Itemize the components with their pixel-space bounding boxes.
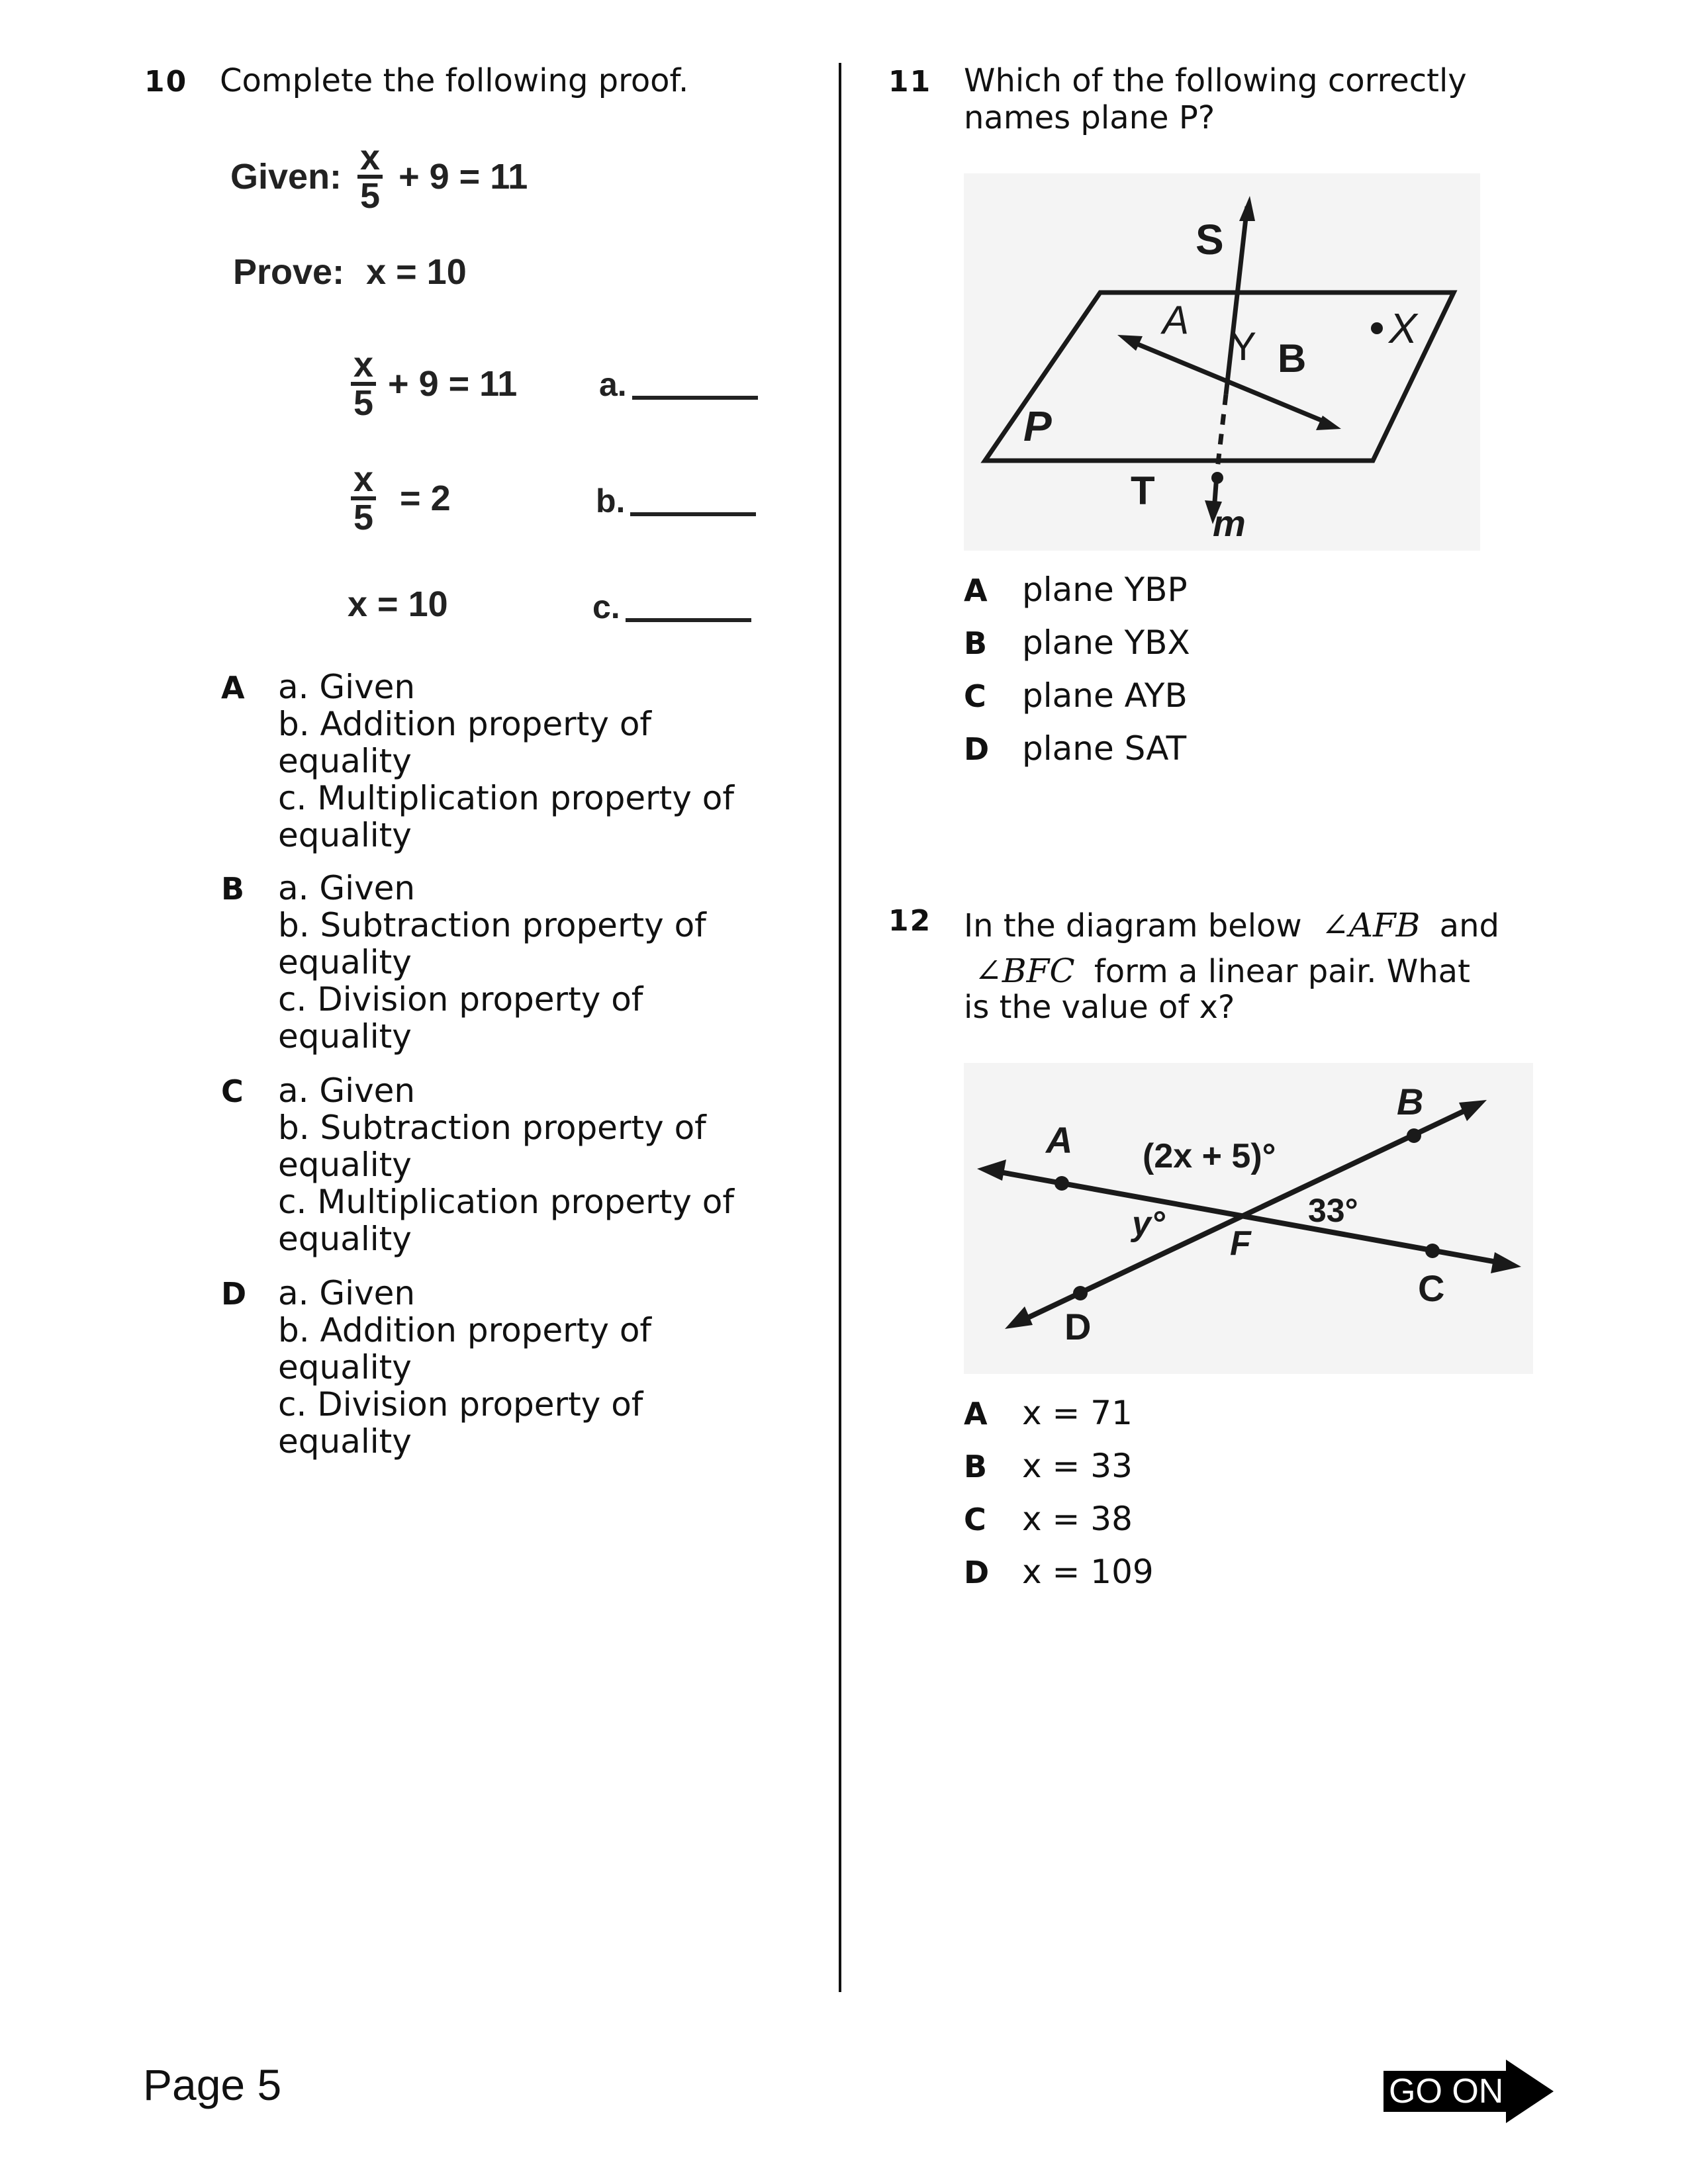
column-divider [839,63,841,1992]
option-line: a. Given [278,1274,416,1312]
go-on-arrow-icon [1506,2060,1554,2123]
option-line: equality [278,1017,412,1056]
option-line: b. Subtraction property of [278,906,706,944]
q10-option-c[interactable] [278,1072,734,1257]
q12-choice-c[interactable] [964,1500,1133,1538]
label-b: B [1397,1081,1424,1122]
q10-option-d-letter[interactable]: D [221,1276,247,1312]
proof-step-1 [351,345,518,423]
prove-statement: x = 10 [366,252,467,292]
choice-text: x = 109 [1022,1553,1154,1591]
reason-blank-a [599,365,758,404]
prompt-line: Which of the following correctly [964,62,1467,99]
fraction-denominator: 5 [360,176,381,216]
prompt-line [964,901,1533,950]
angle-y-label: y° [1132,1205,1165,1243]
proof-step-2 [351,459,451,537]
prompt-text: In the diagram below [964,907,1302,944]
choice-letter: B [964,1449,988,1484]
angle-expression-label: (2x + 5)° [1143,1137,1276,1175]
prompt-text: and [1439,907,1499,944]
given-fraction [357,138,383,216]
option-line: c. Division property of [278,980,643,1019]
question-11-number: 11 [888,65,932,99]
prompt-line: names plane P? [964,99,1215,136]
question-10-number: 10 [144,65,188,99]
choice-text: plane SAT [1022,729,1187,768]
blank-a-line [632,396,758,400]
choice-letter: D [964,1555,990,1590]
label-b: B [1278,336,1307,381]
fraction-numerator: x [357,140,383,179]
reason-blank-c [592,588,751,626]
option-line: b. Subtraction property of [278,1109,706,1147]
label-c: C [1418,1267,1445,1309]
label-d: D [1064,1306,1092,1347]
go-on-indicator [1383,2060,1554,2123]
q12-choice-b[interactable] [964,1447,1133,1485]
step1-fraction [351,345,376,423]
step1-rest: + 9 = 11 [388,364,518,404]
point-d [1073,1286,1088,1300]
option-line: equality [278,943,412,981]
point-b [1407,1128,1421,1143]
q11-choice-b[interactable] [964,623,1190,662]
question-12-prompt [964,901,1533,1026]
choice-text: plane YBX [1022,623,1190,662]
prompt-text: form a linear pair. What [1094,953,1470,990]
fraction-numerator: x [351,347,376,386]
reason-blank-b [596,482,756,520]
option-line: equality [278,1422,412,1461]
option-line: c. Multiplication property of [278,779,734,817]
choice-letter: D [964,731,990,767]
question-11-prompt [964,62,1467,136]
option-line: equality [278,1146,412,1184]
blank-b-line [630,512,756,516]
choice-text: x = 33 [1022,1447,1133,1485]
blank-b-label: b. [596,482,626,520]
plane-diagram [964,173,1480,551]
prove-label: Prove: [233,252,345,292]
angle-afb: ∠AFB [1321,906,1421,944]
choice-text: x = 38 [1022,1500,1133,1538]
label-y: Y [1230,324,1257,369]
blank-a-label: a. [599,366,627,403]
question-12-number: 12 [888,904,932,938]
option-line: a. Given [278,869,416,907]
go-on-label: GO ON [1383,2071,1509,2112]
choice-text: plane YBP [1022,570,1188,609]
option-line: equality [278,1348,412,1387]
q10-option-a-letter[interactable]: A [221,670,245,705]
angle-33-label: 33° [1308,1192,1358,1229]
label-a: A [1046,1119,1073,1161]
q11-choice-c[interactable] [964,676,1188,715]
option-line: b. Addition property of [278,1311,652,1349]
q12-choice-a[interactable] [964,1394,1133,1432]
option-line: c. Multiplication property of [278,1183,734,1221]
q10-option-d[interactable] [278,1275,651,1460]
q11-choice-d[interactable] [964,729,1186,768]
q10-option-c-letter[interactable]: C [221,1073,244,1109]
angle-bfc: ∠BFC [974,952,1075,990]
q12-choice-d[interactable] [964,1553,1154,1591]
question-10-prompt: Complete the following proof. [220,62,689,99]
option-line: equality [278,816,412,854]
q10-option-b-letter[interactable]: B [221,871,245,907]
option-line: equality [278,742,412,780]
blank-c-line [626,618,751,622]
point-t [1211,472,1223,484]
proof-step-3: x = 10 [348,584,448,624]
fraction-denominator: 5 [353,383,374,423]
fraction-denominator: 5 [353,498,374,537]
label-m: m [1213,502,1246,544]
given-label: Given: [230,157,342,197]
point-x [1371,322,1383,334]
choice-text: plane AYB [1022,676,1188,715]
label-p: P [1023,402,1052,450]
label-s: S [1196,216,1224,263]
label-f: F [1230,1224,1251,1263]
choice-letter: C [964,678,986,714]
q10-option-a[interactable] [278,668,734,854]
option-line: a. Given [278,1071,416,1110]
step2-rest: = 2 [400,478,451,518]
choice-letter: A [964,572,988,608]
option-line: a. Given [278,668,416,706]
choice-letter: B [964,625,988,661]
choice-text: x = 71 [1022,1394,1133,1432]
linear-pair-diagram [964,1063,1533,1374]
label-t: T [1131,469,1155,513]
page-number: Page 5 [143,2060,282,2109]
prompt-line: is the value of x? [964,989,1235,1026]
proof-prove [233,251,467,293]
q10-option-b[interactable] [278,870,706,1055]
choice-letter: C [964,1502,986,1537]
point-c [1425,1244,1440,1258]
option-line: b. Addition property of [278,705,652,743]
q11-choice-a[interactable] [964,570,1188,609]
step2-fraction [351,459,376,537]
point-a [1055,1176,1069,1191]
label-x: X [1389,304,1417,352]
blank-c-label: c. [592,588,620,625]
option-line: c. Division property of [278,1385,643,1424]
proof-given [230,138,528,216]
choice-letter: A [964,1396,988,1432]
fraction-numerator: x [351,462,376,500]
label-a: A [1162,298,1190,342]
given-rest: + 9 = 11 [399,157,528,197]
option-line: equality [278,1220,412,1258]
